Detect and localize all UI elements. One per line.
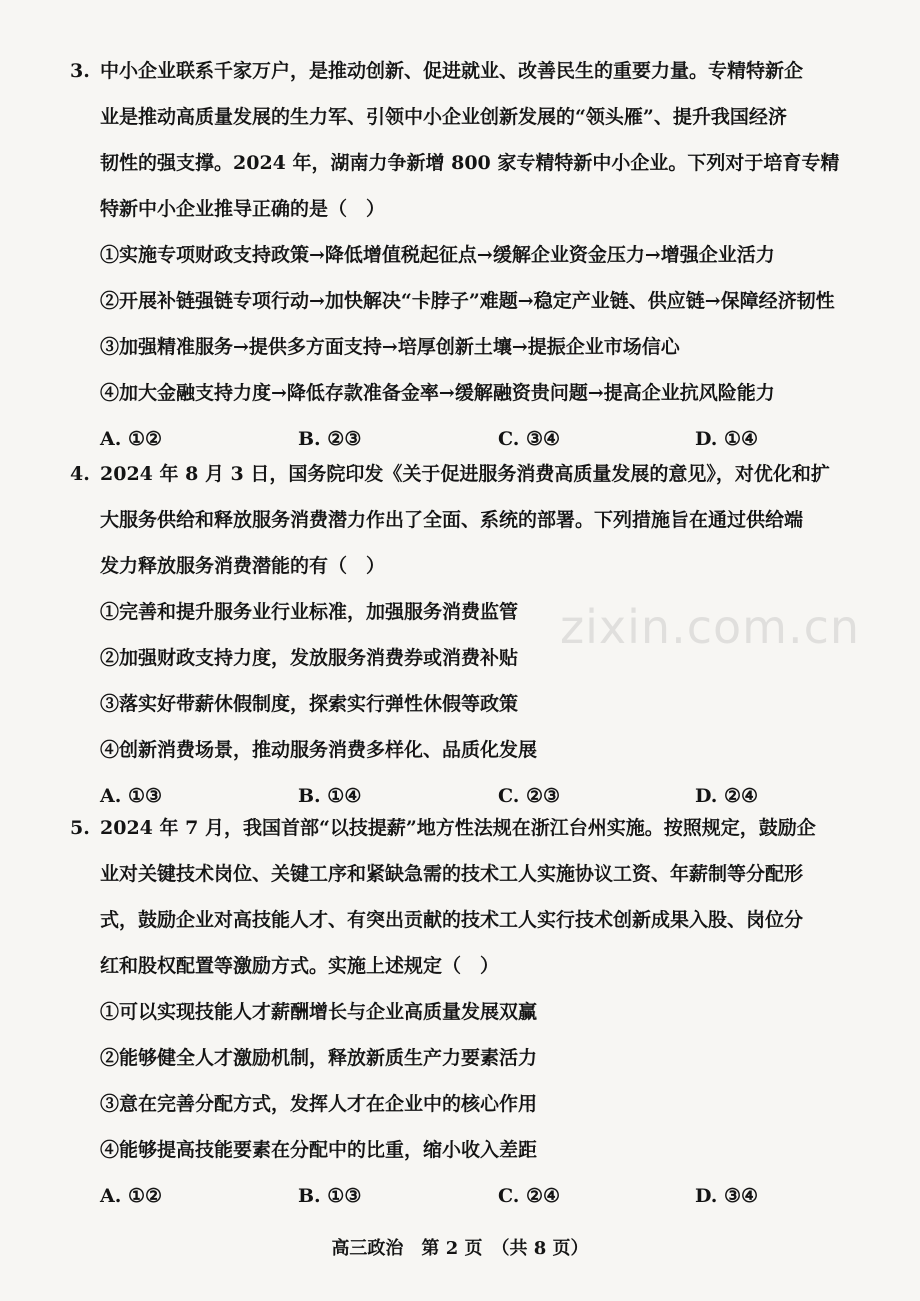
question-stem-line: 发力释放服务消费潜能的有（ ） <box>100 555 386 577</box>
question-3 <box>70 48 850 462</box>
option-b: B. ①④ <box>298 785 362 807</box>
statement-item: ③落实好带薪休假制度，探索实行弹性休假等政策 <box>100 693 519 715</box>
statement-item: ①实施专项财政支持政策→降低增值税起征点→缓解企业资金压力→增强企业活力 <box>100 244 775 266</box>
question-stem-line: 4. 2024 年 8 月 3 日，国务院印发《关于促进服务消费高质量发展的意见》，对优化和扩 <box>70 451 850 497</box>
option-c: C. ②③ <box>498 785 561 807</box>
question-5 <box>70 805 850 1219</box>
statement-item: ④加大金融支持力度→降低存款准备金率→缓解融资贵问题→提高企业抗风险能力 <box>100 382 775 404</box>
question-number: 3. <box>70 60 90 82</box>
question-stem-line: 红和股权配置等激励方式。实施上述规定（ ） <box>100 955 500 977</box>
statement-item: ①可以实现技能人才薪酬增长与企业高质量发展双赢 <box>100 1001 538 1023</box>
statement-item: ④能够提高技能要素在分配中的比重，缩小收入差距 <box>100 1139 538 1161</box>
statement-item: ②能够健全人才激励机制，释放新质生产力要素活力 <box>100 1047 538 1069</box>
statement-item: ③意在完善分配方式，发挥人才在企业中的核心作用 <box>100 1093 538 1115</box>
statement-item: ①完善和提升服务业行业标准，加强服务消费监管 <box>100 601 519 623</box>
question-stem-line: 5. 2024 年 7 月，我国首部“以技提薪”地方性法规在浙江台州实施。按照规定，鼓励企 <box>70 805 850 851</box>
statement-item: ③加强精准服务→提供多方面支持→培厚创新土壤→提振企业市场信心 <box>100 336 680 358</box>
question-stem-line: 韧性的强支撑。2024 年，湖南力争新增 800 家专精特新中小企业。下列对于培育专精 <box>100 152 840 174</box>
question-stem-line: 式，鼓励企业对高技能人才、有突出贡献的技术工人实行技术创新成果入股、岗位分 <box>100 909 804 931</box>
option-c: C. ③④ <box>498 428 561 450</box>
question-stem-line: 大服务供给和释放服务消费潜力作出了全面、系统的部署。下列措施旨在通过供给端 <box>100 509 804 531</box>
page-footer: 高三政治 第 2 页 （共 8 页） <box>331 1238 589 1259</box>
option-b: B. ②③ <box>298 428 362 450</box>
statement-item: ②开展补链强链专项行动→加快解决“卡脖子”难题→稳定产业链、供应链→保障经济韧性 <box>100 290 835 312</box>
question-stem-line: 特新中小企业推导正确的是（ ） <box>100 198 386 220</box>
question-number: 4. <box>70 463 90 485</box>
option-c: C. ②④ <box>498 1185 561 1207</box>
question-stem-line: 3. 中小企业联系千家万户，是推动创新、促进就业、改善民生的重要力量。专精特新企 <box>70 48 850 94</box>
option-d: D. ②④ <box>695 785 759 807</box>
statement-item: ②加强财政支持力度，发放服务消费券或消费补贴 <box>100 647 519 669</box>
option-d: D. ③④ <box>695 1185 759 1207</box>
question-number: 5. <box>70 817 90 839</box>
option-b: B. ①③ <box>298 1185 362 1207</box>
answer-options <box>70 1173 850 1219</box>
option-a: A. ①② <box>100 428 163 450</box>
option-a: A. ①③ <box>100 785 163 807</box>
question-stem-line: 业是推动高质量发展的生力军、引领中小企业创新发展的“领头雁”、提升我国经济 <box>100 106 787 128</box>
statement-item: ④创新消费场景，推动服务消费多样化、品质化发展 <box>100 739 538 761</box>
option-a: A. ①② <box>100 1185 163 1207</box>
question-stem-line: 业对关键技术岗位、关键工序和紧缺急需的技术工人实施协议工资、年薪制等分配形 <box>100 863 804 885</box>
option-d: D. ①④ <box>695 428 759 450</box>
watermark: zixin.com.cn <box>560 600 861 654</box>
